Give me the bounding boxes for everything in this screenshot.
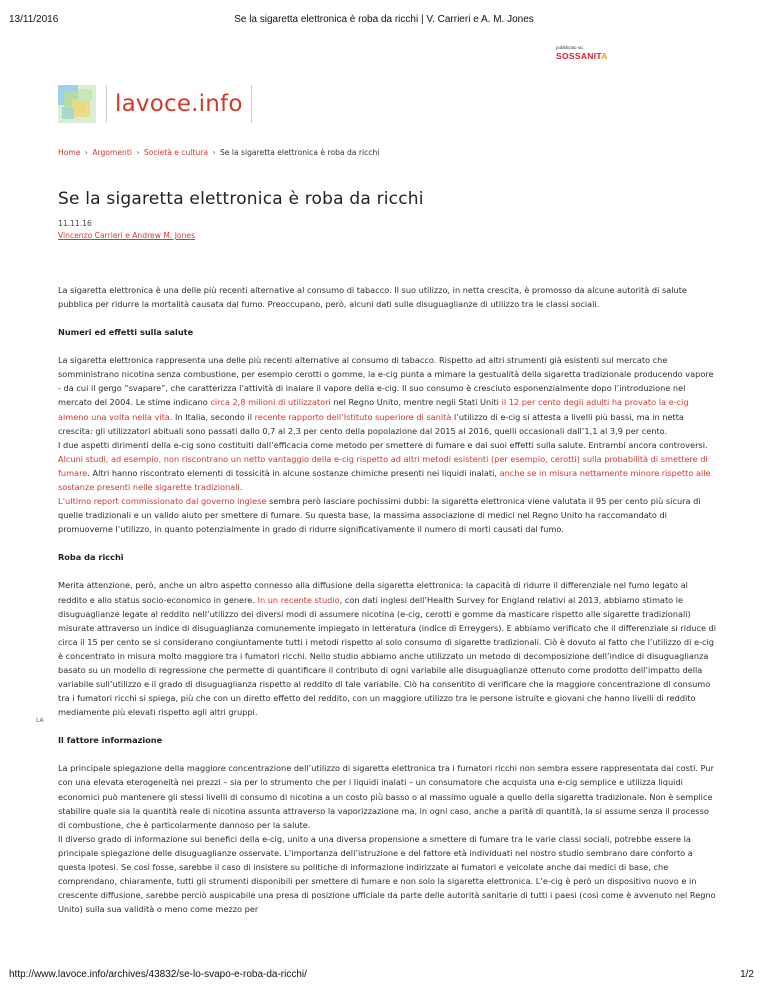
- section-heading-fattore-informazione: Il fattore informazione: [58, 735, 163, 746]
- breadcrumb-separator: ›: [136, 148, 140, 157]
- inline-link[interactable]: il 12 per cento degli adulti ha provato la e-cig almeno una volta nella vita: [58, 397, 689, 422]
- inline-link[interactable]: anche se in misura nettamente minore rispetto alle sostanze presenti nelle sigarette tradizionali: [58, 467, 711, 493]
- inline-link[interactable]: L’ultimo report commissionato dal governo inglese: [58, 496, 267, 507]
- section-heading-numeri: Numeri ed effetti sulla salute: [58, 327, 194, 338]
- breadcrumb-separator: ›: [212, 148, 216, 157]
- section-heading-roba-da-ricchi: Roba da ricchi: [58, 552, 124, 563]
- paragraph: La sigaretta elettronica rappresenta una delle più recenti alternative al consumo di tabacco. Rispetto ad altri strumenti già esistenti sul mercato che somministrano nicotina senza combustione, per esempio cerotti o gomme, la e-cig punta a mimare la gestualità della sigaretta tradizionale producendo vapore - da cui il gergo “svapare”, che caratterizza l’attività di inalare il vapore della e-cig. Il suo consumo è cresciuto esponenzialmente dopo l’introduzione nel mercato del 2004. Le stime indicano circa 2,8 milioni di utilizzatori nel Regno Unito, mentre negli Stati Uniti il 12 per cento degli adulti ha provato la e-cig almeno una volta nella vita. In Italia, secondo il recente rapporto dell’Istituto superiore di sanità l’utilizzo di e-cig si attesta a livelli più bassi, ma in netta crescita: gli utilizzatori abituali sono passati dallo 0,7 al 2,3 per cento della popolazione dal 2015 al 2016, quelli occasionali dall’1,1 al 3,9 per cento.: [58, 355, 714, 436]
- paragraph: La principale spiegazione della maggiore concentrazione dell’utilizzo di sigaretta elettronica tra i fumatori ricchi non sembra essere rappresentata dai costi. Pur con una elevata eterogeneità nei prezzi – sia per lo strumento che per i liquidi inalati – un consumatore che acquista una e-cig semplice e utilizza liquidi economici può mantenere gli stessi livelli di consumo di nicotina a un costo più basso o al massimo uguale a quello della sigaretta tradizionale. Non è semplice stabilire quale sia la quantità reale di nicotina assunta attraverso la vaporizzazione ma, in ogni caso, anche a parità di quantità, la si assume senza il processo di combustione, che è particolarmente dannoso per la salute.: [58, 763, 714, 830]
- inline-link[interactable]: Alcuni studi, ad esempio, non riscontrano un netto vantaggio della e-cig rispetto ad altri metodi esistenti (per esempio, cerotti) sulla probabilità di smettere di fumare: [58, 453, 708, 478]
- breadcrumb-argomenti[interactable]: Argomenti: [92, 148, 132, 157]
- inline-link[interactable]: circa 2,8 milioni di utilizzatori: [210, 397, 331, 408]
- publisher-badge[interactable]: [556, 45, 636, 61]
- site-name: lavoce.info: [115, 91, 243, 117]
- paragraph: Merita attenzione, però, anche un altro aspetto connesso alla diffusione della sigaretta elettronica: la capacità di ridurre il differenziale nel fumo legato al reddito e allo status socio-economico in genere. In un recente studio, con dati inglesi dell’Health Survey for England relativi al 2013, abbiamo stimato le disuguaglianze legate al reddito nell’utilizzo dei diversi modi di assumere nicotina (e-cig, cerotti e gomme da masticare rispetto alle sigarette tradizionali) misurate attraverso un indice di disuguaglianza comunemente impiegato in letteratura (indice di Erreygers). E abbiamo verificato che il differenziale si riduce di circa il 15 per cento se si considerano congiuntamente tutti i metodi rispetto al solo consumo di sigarette tradizionali. Ciò è dovuto al fatto che l’utilizzo di e-cig è concentrato in misura molto maggiore tra i fumatori ricchi. Nello studio abbiamo anche utilizzato un metodo di decomposizione dell’indice di disuguaglianza basato su un modello di regressione che permette di quantificare il contributo di ogni variabile alle disuguaglianze ottenuto come prodotto dell’impatto della variabile sull’utilizzo e il grado di disuguaglianza rispetto al reddito di tale variabile. Ciò ha consentito di verificare che la maggiore concentrazione di consumo tra i fumatori ricchi si spiega, più che con un diretto effetto del reddito, con un maggiore utilizzo tra le persone istruite e giovani che hanno livelli di reddito mediamente più elevati rispetto agli altri gruppi.: [58, 580, 717, 718]
- article-body: [58, 283, 718, 916]
- sossanita-logo: SOSSANITA: [556, 51, 608, 61]
- page-title: Se la sigaretta elettronica è roba da ricchi: [58, 189, 424, 209]
- breadcrumb-current: Se la sigaretta elettronica è roba da ricchi: [219, 148, 380, 157]
- article-date: 11.11.16: [58, 219, 92, 228]
- breadcrumb-home[interactable]: Home: [58, 148, 81, 157]
- publisher-label: pubblicato su:: [556, 45, 584, 50]
- print-date: 13/11/2016: [9, 14, 59, 25]
- print-title: Se la sigaretta elettronica è roba da ricchi | V. Carrieri e A. M. Jones: [234, 14, 534, 25]
- article-authors-link[interactable]: Vincenzo Carrieri e Andrew M. Jones: [58, 231, 196, 240]
- site-logo-mark-icon: [58, 85, 96, 123]
- inline-link[interactable]: In un recente studio: [257, 594, 340, 605]
- logo-divider: [106, 85, 107, 123]
- print-header: [0, 0, 768, 30]
- paragraph: I due aspetti dirimenti della e-cig sono costituiti dall’efficacia come metodo per smettere di fumare e dai suoi effetti sulla salute. Entrambi ancora controversi. Alcuni studi, ad esempio, non riscontrano un netto vantaggio della e-cig rispetto ad altri metodi esistenti (per esempio, cerotti) sulla probabilità di smettere di fumare. Altri hanno riscontrato elementi di tossicità in alcune sostanze chimiche presenti nei liquidi inalati, anche se in misura nettamente minore rispetto alle sostanze presenti nelle sigarette tradizionali.: [58, 439, 711, 493]
- print-url: http://www.lavoce.info/archives/43832/se-lo-svapo-e-roba-da-ricchi/: [9, 969, 307, 980]
- print-page-number: 1/2: [740, 969, 754, 980]
- site-logo[interactable]: [58, 85, 252, 123]
- side-glyph: LA: [36, 717, 44, 724]
- breadcrumb-separator: ›: [84, 148, 88, 157]
- breadcrumb: [58, 148, 379, 157]
- paragraph: L’ultimo report commissionato dal governo inglese sembra però lasciare pochissimi dubbi: la sigaretta elettronica viene valutata il 95 per cento più sicura di quelle tradizionali e un valido aiuto per smettere di fumare. Su questa base, la massima associazione di medici nel Regno Unito ha raccomandato di promuoverne l’utilizzo, in quanto potenzialmente in grado di ridurre significativamente il numero di morti causati dal fumo.: [58, 496, 701, 535]
- paragraph: Il diverso grado di informazione sui benefici della e-cig, unito a una diversa propensione a smettere di fumare tra le varie classi sociali, potrebbe essere la principale spiegazione delle disuguaglianze osservate. L’importanza dell’istruzione e del fattore età individuati nel nostro studio sembrano dare conforto a questa ipotesi. Se così fosse, sarebbe il caso di insistere su politiche di informazione indirizzate ai fumatori e veicolate anche dai medici di base, che comprendano, chiaramente, tutti gli strumenti disponibili per smettere di fumare e non solo la sigaretta elettronica. L’e-cig è però un dispositivo nuovo e in crescente diffusione, sarebbe perciò auspicabile una presa di posizione ufficiale da parte delle autorità sanitarie di tutti i paesi (così come è avvenuto nel Regno Unito) sulla sua validità o meno come mezzo per: [58, 833, 716, 915]
- logo-divider: [251, 85, 252, 123]
- article-intro: La sigaretta elettronica è una delle più recenti alternative al consumo di tabacco. Il suo utilizzo, in netta crescita, è promosso da alcune autorità di salute pubblica per ridurre la mortalità causata dal fumo. Preoccupano, però, alcuni dati sulle disuguaglianze di utilizzo tra le classi sociali.: [58, 285, 687, 310]
- breadcrumb-societa[interactable]: Società e cultura: [143, 148, 209, 157]
- inline-link[interactable]: recente rapporto dell’Istituto superiore di sanità: [254, 411, 452, 422]
